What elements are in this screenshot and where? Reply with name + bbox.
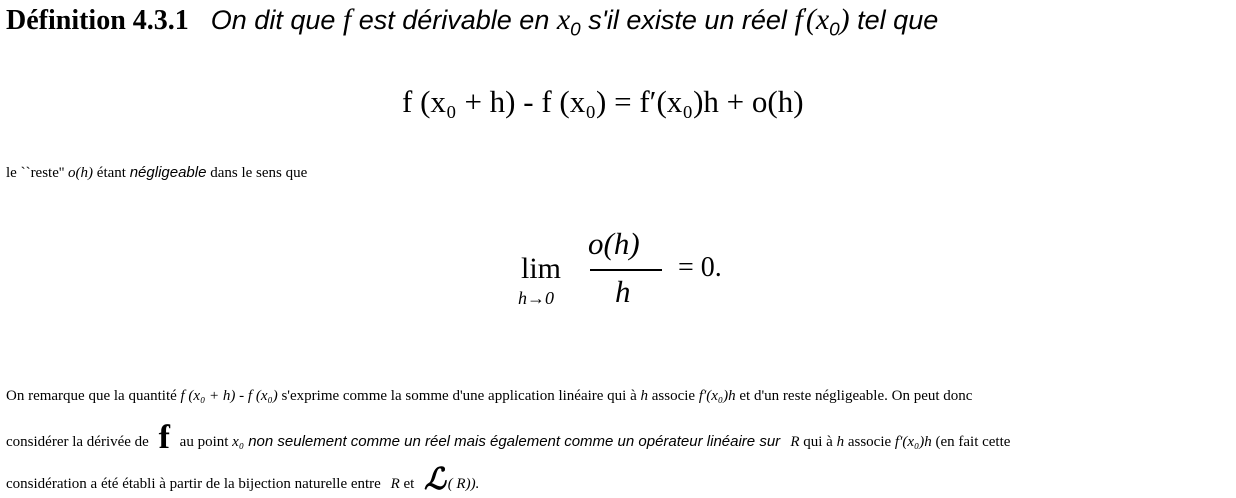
definition-x: x: [556, 3, 571, 36]
p1-text-a: On remarque que la quantité: [6, 388, 181, 404]
definition-subscript: 0: [570, 19, 581, 41]
p3-R: R: [390, 476, 400, 492]
p2-fprime-h: f′(x₀)h: [894, 434, 932, 450]
definition-line: [6, 0, 938, 40]
p2-text-f: (en fait cette: [931, 434, 1011, 450]
p2-text-italic: non seulement comme un réel mais également comme un opérateur linéaire sur: [244, 433, 785, 450]
definition-statement: [210, 3, 939, 41]
definition-fprime: f: [794, 3, 803, 36]
definition-subscript-2: 0: [829, 19, 840, 41]
lim-subscript: h→0: [518, 288, 554, 308]
definition-paren-open: (x: [805, 3, 830, 36]
p2-h: h: [836, 434, 845, 450]
limit-formula: [516, 226, 746, 316]
p1-text-d: et d'un reste négligeable. On peut donc: [735, 388, 973, 404]
fraction-bar: [590, 269, 662, 271]
definition-paren-close: ): [839, 3, 850, 36]
p2-text-d: qui à: [799, 434, 837, 450]
p2-R: R: [790, 434, 800, 450]
definition-prime: ′: [802, 5, 806, 24]
p3-script-L: ℒ: [424, 462, 446, 497]
p1-fprime-h: f′(x₀)h: [698, 388, 736, 404]
definition-text-end: tel que: [849, 5, 939, 35]
limit-equals: = 0.: [678, 252, 722, 283]
reste-text-1: le ``reste'': [6, 165, 69, 181]
paragraph-line-3: [6, 462, 480, 498]
p2-big-f: f: [158, 419, 170, 456]
p1-h: h: [640, 388, 648, 404]
fraction-numerator: o(h): [588, 226, 640, 261]
p2-text-e: associe: [844, 434, 895, 450]
reste-oh: o(h): [68, 165, 94, 181]
p3-text-a: considération a été établi à partir de la bijection naturelle entre: [6, 476, 385, 492]
fraction-denominator: h: [615, 274, 631, 309]
derivative-formula: f (x₀ + h) - f (x₀) = f′(x₀)h + o(h): [402, 84, 804, 119]
p1-expression: f (x₀ + h) - f (x₀): [180, 388, 278, 404]
p2-x0: x₀: [232, 434, 245, 450]
definition-text-start: On dit que: [210, 5, 343, 35]
p3-text-c: ( R)).: [447, 476, 480, 492]
definition-text-exists: s'il existe un réel: [580, 5, 795, 35]
p2-text-b: au point: [175, 434, 233, 450]
p2-text-a: considérer la dérivée de: [6, 434, 153, 450]
lim-operator: lim: [521, 252, 562, 285]
paragraph-line-1: [6, 384, 972, 408]
p3-text-b: et: [399, 476, 419, 492]
definition-f: f: [342, 3, 352, 36]
reste-negligeable: négligeable: [129, 164, 207, 181]
p1-text-b: s'exprime comme la somme d'une application linéaire qui à: [277, 388, 641, 404]
reste-text-3: dans le sens que: [206, 165, 308, 181]
reste-line: [6, 162, 307, 184]
definition-text-mid: est dérivable en: [351, 5, 557, 35]
p1-text-c: associe: [648, 388, 699, 404]
reste-text-2: étant: [93, 165, 130, 181]
paragraph-line-2: [6, 419, 1011, 456]
definition-label: Définition 4.3.1: [6, 5, 189, 36]
